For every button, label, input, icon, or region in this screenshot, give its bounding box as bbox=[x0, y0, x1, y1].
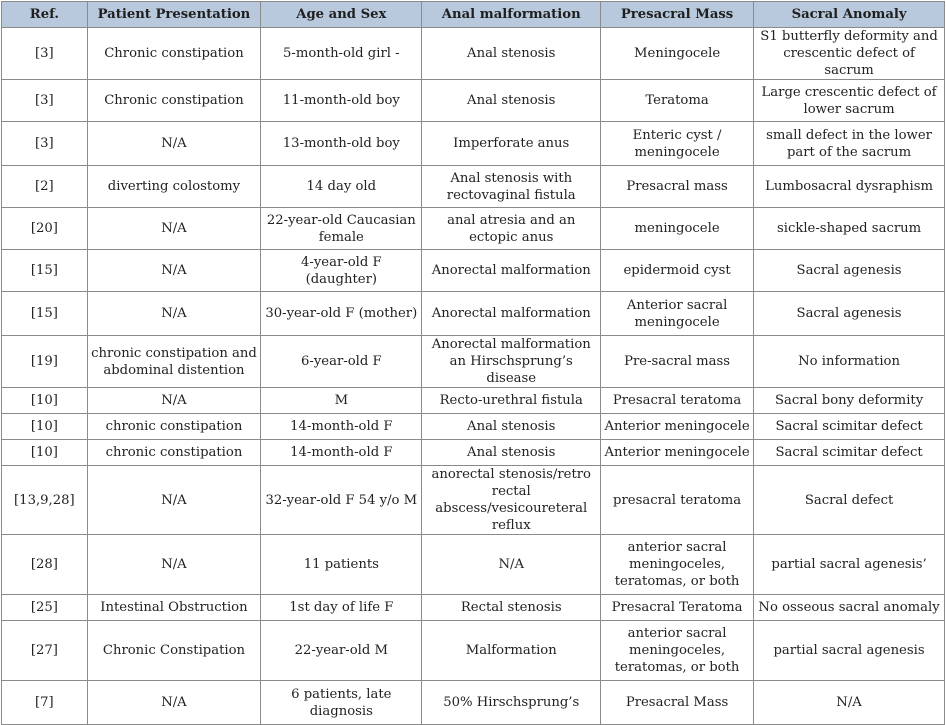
cell-presacral-mass: Teratoma bbox=[601, 80, 754, 122]
header-anal-malformation: Anal malformation bbox=[422, 2, 601, 28]
cell-sacral-anomaly: No osseous sacral anomaly bbox=[754, 595, 945, 621]
header-ref: Ref. bbox=[2, 2, 88, 28]
table-row bbox=[2, 595, 945, 621]
cell-patient-presentation: Chronic constipation bbox=[87, 28, 260, 80]
cell-ref: [10] bbox=[2, 440, 88, 466]
cell-age-and-sex: 4-year-old F (daughter) bbox=[261, 250, 422, 292]
cell-anal-malformation: Anal stenosis bbox=[422, 28, 601, 80]
cell-sacral-anomaly: small defect in the lower part of the sacrum bbox=[754, 122, 945, 166]
cell-age-and-sex: 14-month-old F bbox=[261, 440, 422, 466]
table-row bbox=[2, 440, 945, 466]
table-row bbox=[2, 414, 945, 440]
cell-age-and-sex: 6-year-old F bbox=[261, 336, 422, 388]
cell-anal-malformation: N/A bbox=[422, 535, 601, 595]
cell-anal-malformation: Anal stenosis bbox=[422, 440, 601, 466]
header-presacral-mass: Presacral Mass bbox=[601, 2, 754, 28]
table-row bbox=[2, 166, 945, 208]
cell-patient-presentation: N/A bbox=[87, 681, 260, 725]
cell-anal-malformation: Malformation bbox=[422, 621, 601, 681]
cell-sacral-anomaly: S1 butterfly deformity and crescentic defect of sacrum bbox=[754, 28, 945, 80]
cell-ref: [20] bbox=[2, 208, 88, 250]
cell-anal-malformation: anorectal stenosis/retro rectal abscess/vesicoureteral reflux bbox=[422, 466, 601, 535]
cell-sacral-anomaly: Sacral defect bbox=[754, 466, 945, 535]
cell-ref: [3] bbox=[2, 80, 88, 122]
cell-presacral-mass: Anterior sacral meningocele bbox=[601, 292, 754, 336]
cell-patient-presentation: N/A bbox=[87, 122, 260, 166]
cell-ref: [3] bbox=[2, 28, 88, 80]
case-table bbox=[1, 1, 945, 725]
cell-sacral-anomaly: partial sacral agenesis’ bbox=[754, 535, 945, 595]
cell-patient-presentation: N/A bbox=[87, 292, 260, 336]
cell-patient-presentation: N/A bbox=[87, 388, 260, 414]
cell-ref: [7] bbox=[2, 681, 88, 725]
cell-ref: [3] bbox=[2, 122, 88, 166]
cell-ref: [27] bbox=[2, 621, 88, 681]
cell-ref: [15] bbox=[2, 250, 88, 292]
cell-ref: [15] bbox=[2, 292, 88, 336]
cell-sacral-anomaly: Lumbosacral dysraphism bbox=[754, 166, 945, 208]
cell-age-and-sex: 5-month-old girl - bbox=[261, 28, 422, 80]
cell-presacral-mass: epidermoid cyst bbox=[601, 250, 754, 292]
table-row bbox=[2, 535, 945, 595]
cell-sacral-anomaly: Sacral scimitar defect bbox=[754, 440, 945, 466]
cell-sacral-anomaly: Sacral scimitar defect bbox=[754, 414, 945, 440]
cell-patient-presentation: N/A bbox=[87, 208, 260, 250]
cell-age-and-sex: 14-month-old F bbox=[261, 414, 422, 440]
cell-anal-malformation: Recto-urethral fistula bbox=[422, 388, 601, 414]
cell-sacral-anomaly: sickle-shaped sacrum bbox=[754, 208, 945, 250]
header-patient-presentation: Patient Presentation bbox=[87, 2, 260, 28]
cell-patient-presentation: N/A bbox=[87, 250, 260, 292]
table-row bbox=[2, 681, 945, 725]
cell-ref: [28] bbox=[2, 535, 88, 595]
cell-patient-presentation: chronic constipation bbox=[87, 414, 260, 440]
cell-sacral-anomaly: N/A bbox=[754, 681, 945, 725]
cell-patient-presentation: Chronic constipation bbox=[87, 80, 260, 122]
table-row bbox=[2, 292, 945, 336]
cell-presacral-mass: Presacral mass bbox=[601, 166, 754, 208]
cell-ref: [10] bbox=[2, 388, 88, 414]
cell-sacral-anomaly: No information bbox=[754, 336, 945, 388]
header-age-and-sex: Age and Sex bbox=[261, 2, 422, 28]
table-row bbox=[2, 208, 945, 250]
cell-presacral-mass: Presacral Mass bbox=[601, 681, 754, 725]
cell-presacral-mass: anterior sacral meningoceles, teratomas, or both bbox=[601, 621, 754, 681]
cell-ref: [13,9,28] bbox=[2, 466, 88, 535]
cell-sacral-anomaly: Large crescentic defect of lower sacrum bbox=[754, 80, 945, 122]
cell-age-and-sex: 22-year-old M bbox=[261, 621, 422, 681]
cell-sacral-anomaly: partial sacral agenesis bbox=[754, 621, 945, 681]
cell-anal-malformation: Anal stenosis bbox=[422, 80, 601, 122]
cell-age-and-sex: 30-year-old F (mother) bbox=[261, 292, 422, 336]
table-row bbox=[2, 621, 945, 681]
cell-age-and-sex: 32-year-old F 54 y/o M bbox=[261, 466, 422, 535]
cell-age-and-sex: M bbox=[261, 388, 422, 414]
table-row bbox=[2, 28, 945, 80]
cell-sacral-anomaly: Sacral agenesis bbox=[754, 250, 945, 292]
cell-presacral-mass: Pre-sacral mass bbox=[601, 336, 754, 388]
cell-anal-malformation: Anorectal malformation an Hirschsprung’s disease bbox=[422, 336, 601, 388]
cell-age-and-sex: 22-year-old Caucasian female bbox=[261, 208, 422, 250]
cell-ref: [19] bbox=[2, 336, 88, 388]
cell-ref: [25] bbox=[2, 595, 88, 621]
cell-anal-malformation: Anorectal malformation bbox=[422, 292, 601, 336]
table-row bbox=[2, 336, 945, 388]
cell-presacral-mass: meningocele bbox=[601, 208, 754, 250]
table-row bbox=[2, 388, 945, 414]
cell-patient-presentation: Intestinal Obstruction bbox=[87, 595, 260, 621]
cell-presacral-mass: Anterior meningocele bbox=[601, 414, 754, 440]
cell-patient-presentation: diverting colostomy bbox=[87, 166, 260, 208]
cell-sacral-anomaly: Sacral agenesis bbox=[754, 292, 945, 336]
cell-sacral-anomaly: Sacral bony deformity bbox=[754, 388, 945, 414]
cell-anal-malformation: anal atresia and an ectopic anus bbox=[422, 208, 601, 250]
cell-presacral-mass: Enteric cyst / meningocele bbox=[601, 122, 754, 166]
cell-anal-malformation: 50% Hirschsprung’s bbox=[422, 681, 601, 725]
cell-patient-presentation: N/A bbox=[87, 535, 260, 595]
cell-age-and-sex: 1st day of life F bbox=[261, 595, 422, 621]
cell-age-and-sex: 13-month-old boy bbox=[261, 122, 422, 166]
cell-presacral-mass: presacral teratoma bbox=[601, 466, 754, 535]
cell-patient-presentation: chronic constipation and abdominal distention bbox=[87, 336, 260, 388]
cell-presacral-mass: Anterior meningocele bbox=[601, 440, 754, 466]
cell-anal-malformation: Anal stenosis with rectovaginal fistula bbox=[422, 166, 601, 208]
cell-presacral-mass: anterior sacral meningoceles, teratomas, or both bbox=[601, 535, 754, 595]
cell-ref: [2] bbox=[2, 166, 88, 208]
cell-age-and-sex: 11 patients bbox=[261, 535, 422, 595]
table-row bbox=[2, 250, 945, 292]
cell-patient-presentation: Chronic Constipation bbox=[87, 621, 260, 681]
cell-patient-presentation: N/A bbox=[87, 466, 260, 535]
cell-age-and-sex: 6 patients, late diagnosis bbox=[261, 681, 422, 725]
header-sacral-anomaly: Sacral Anomaly bbox=[754, 2, 945, 28]
cell-age-and-sex: 11-month-old boy bbox=[261, 80, 422, 122]
cell-ref: [10] bbox=[2, 414, 88, 440]
cell-age-and-sex: 14 day old bbox=[261, 166, 422, 208]
table-row bbox=[2, 466, 945, 535]
cell-anal-malformation: Imperforate anus bbox=[422, 122, 601, 166]
cell-presacral-mass: Presacral Teratoma bbox=[601, 595, 754, 621]
cell-anal-malformation: Rectal stenosis bbox=[422, 595, 601, 621]
cell-patient-presentation: chronic constipation bbox=[87, 440, 260, 466]
cell-anal-malformation: Anorectal malformation bbox=[422, 250, 601, 292]
cell-presacral-mass: Presacral teratoma bbox=[601, 388, 754, 414]
table-row bbox=[2, 122, 945, 166]
header-row bbox=[2, 2, 945, 28]
cell-anal-malformation: Anal stenosis bbox=[422, 414, 601, 440]
table-row bbox=[2, 80, 945, 122]
cell-presacral-mass: Meningocele bbox=[601, 28, 754, 80]
